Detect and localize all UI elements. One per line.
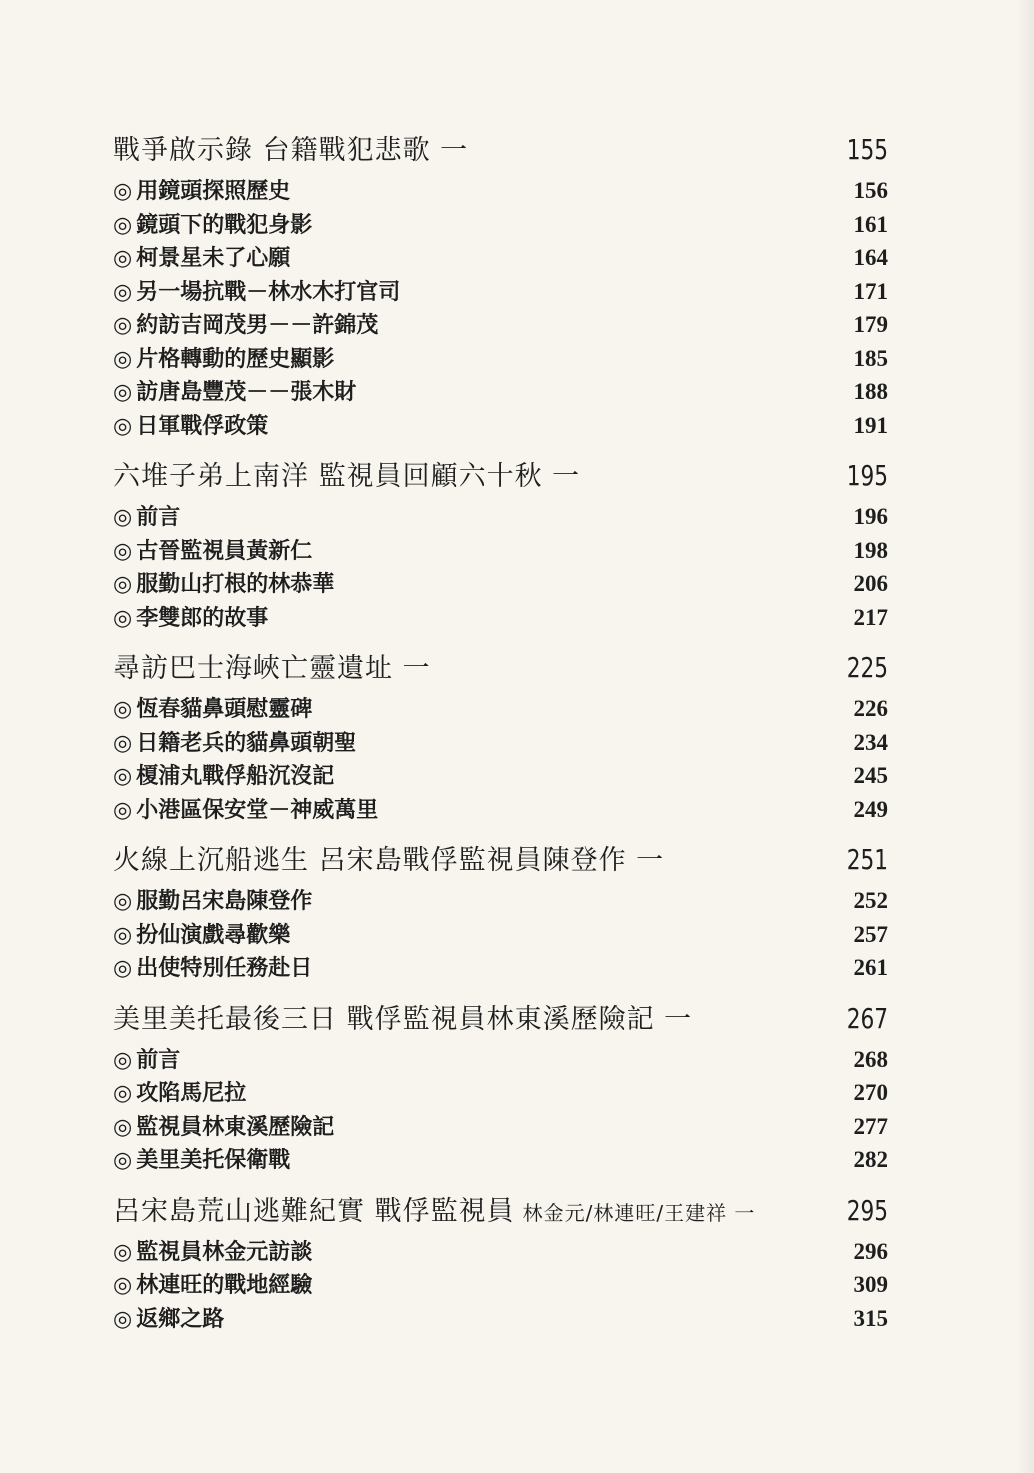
subsection-list xyxy=(113,692,888,826)
chapter-page-number: 155 xyxy=(846,133,888,166)
subsection-label: 約訪吉岡茂男－－許錦茂 xyxy=(136,312,379,338)
bullet-icon: ◎ xyxy=(113,179,133,204)
bullet-icon: ◎ xyxy=(113,889,133,914)
toc-section xyxy=(113,644,888,826)
subsection-title xyxy=(113,343,334,377)
subsection-label: 扮仙演戲尋歡樂 xyxy=(136,921,291,948)
subsection-title xyxy=(113,376,356,410)
subsection-row[interactable] xyxy=(113,759,888,793)
chapter-title: 戰爭啟示錄 台籍戰犯悲歌 一 xyxy=(113,135,469,166)
subsection-row[interactable] xyxy=(113,174,888,208)
subsection-label: 服勤呂宋島陳登作 xyxy=(136,888,313,914)
subsection-label: 小港區保安堂－神威萬里 xyxy=(136,796,379,823)
subsection-row[interactable] xyxy=(113,884,888,918)
bullet-icon: ◎ xyxy=(113,1148,133,1173)
subsection-title xyxy=(113,1144,290,1178)
subsection-page-number: 309 xyxy=(853,1272,888,1297)
subsection-row[interactable] xyxy=(113,726,888,760)
subsection-label: 日軍戰俘政策 xyxy=(136,412,269,439)
chapter-row[interactable] xyxy=(113,452,888,500)
chapter-page-number: 195 xyxy=(846,459,888,492)
bullet-icon: ◎ xyxy=(113,505,133,530)
bullet-icon: ◎ xyxy=(113,538,133,564)
subsection-title xyxy=(113,1236,312,1270)
subsection-page-number: 171 xyxy=(853,278,888,304)
subsection-page-number: 217 xyxy=(853,604,888,630)
subsection-label: 美里美托保衛戰 xyxy=(136,1147,291,1173)
subsection-page-number: 198 xyxy=(853,537,888,563)
subsection-row[interactable] xyxy=(113,534,888,568)
subsection-title xyxy=(113,1044,180,1078)
subsection-page-number: 268 xyxy=(853,1046,888,1072)
subsection-row[interactable] xyxy=(113,1302,888,1336)
bullet-icon: ◎ xyxy=(113,212,133,238)
subsection-title xyxy=(113,309,378,343)
subsection-label: 鏡頭下的戰犯身影 xyxy=(136,211,313,238)
chapter-title: 美里美托最後三日 戰俘監視員林東溪歷險記 一 xyxy=(113,1003,693,1035)
bullet-icon: ◎ xyxy=(113,1047,133,1073)
bullet-icon: ◎ xyxy=(113,1273,133,1298)
chapter-page-number: 267 xyxy=(846,1001,888,1035)
subsection-row[interactable] xyxy=(113,567,888,601)
subsection-row[interactable] xyxy=(113,951,888,985)
subsection-title xyxy=(113,952,312,986)
bullet-icon: ◎ xyxy=(113,572,133,597)
subsection-page-number: 245 xyxy=(853,763,888,788)
subsection-list xyxy=(113,884,888,985)
subsection-title xyxy=(113,1303,224,1337)
toc-section xyxy=(113,126,888,442)
chapter-row[interactable] xyxy=(113,1187,888,1235)
bullet-icon: ◎ xyxy=(113,697,133,722)
subsection-row[interactable] xyxy=(113,1043,888,1077)
subsection-page-number: 191 xyxy=(853,412,888,438)
chapter-page-number: 295 xyxy=(846,1193,888,1227)
toc-section xyxy=(113,995,888,1177)
subsection-row[interactable] xyxy=(113,308,888,342)
subsection-title xyxy=(113,1077,246,1111)
subsection-title xyxy=(113,1269,312,1303)
subsection-label: 前言 xyxy=(136,1046,181,1073)
subsection-title xyxy=(113,242,290,276)
subsection-page-number: 226 xyxy=(853,696,888,721)
subsection-row[interactable] xyxy=(113,793,888,827)
subsection-page-number: 185 xyxy=(853,345,888,371)
toc-section xyxy=(113,452,888,634)
subsection-label: 出使特別任務赴日 xyxy=(136,955,313,981)
section-gap xyxy=(113,442,888,452)
subsection-title xyxy=(113,727,356,761)
subsection-label: 片格轉動的歷史顯影 xyxy=(136,345,335,372)
subsection-row[interactable] xyxy=(113,1076,888,1110)
bullet-icon: ◎ xyxy=(113,380,133,405)
chapter-title: 火線上沉船逃生 呂宋島戰俘監視員陳登作 一 xyxy=(113,845,665,876)
subsection-row[interactable] xyxy=(113,918,888,952)
subsection-title xyxy=(113,602,268,636)
chapter-title: 尋訪巴士海峽亡靈遺址 一 xyxy=(113,653,431,684)
subsection-row[interactable] xyxy=(113,409,888,443)
chapter-page-number: 225 xyxy=(846,651,888,684)
table-of-contents xyxy=(113,126,888,1335)
subsection-label: 日籍老兵的貓鼻頭朝聖 xyxy=(136,729,357,756)
subsection-page-number: 261 xyxy=(853,955,888,980)
bullet-icon: ◎ xyxy=(113,922,133,948)
bullet-icon: ◎ xyxy=(113,346,133,372)
subsection-list xyxy=(113,1043,888,1177)
subsection-page-number: 206 xyxy=(853,571,888,596)
subsection-label: 監視員林金元訪談 xyxy=(136,1238,313,1265)
subsection-row[interactable] xyxy=(113,241,888,275)
bullet-icon: ◎ xyxy=(113,1239,133,1265)
chapter-row[interactable] xyxy=(113,644,888,692)
bullet-icon: ◎ xyxy=(113,797,133,823)
subsection-title xyxy=(113,568,334,602)
toc-section xyxy=(113,1187,888,1336)
subsection-row[interactable] xyxy=(113,375,888,409)
chapter-page-number: 251 xyxy=(846,843,888,876)
subsection-title xyxy=(113,175,290,209)
chapter-title xyxy=(113,1188,755,1237)
subsection-label: 林連旺的戰地經驗 xyxy=(136,1272,313,1298)
bullet-icon: ◎ xyxy=(113,1114,133,1140)
subsection-page-number: 234 xyxy=(853,729,888,755)
subsection-title xyxy=(113,276,400,310)
subsection-page-number: 282 xyxy=(853,1147,888,1172)
subsection-page-number: 164 xyxy=(853,245,888,270)
page-edge-shadow xyxy=(1016,0,1034,1473)
subsection-label: 監視員林東溪歷險記 xyxy=(136,1113,335,1140)
chapter-title-main: 呂宋島荒山逃難紀實 戰俘監視員 xyxy=(113,1195,515,1227)
subsection-title xyxy=(113,410,268,444)
subsection-row[interactable] xyxy=(113,1110,888,1144)
subsection-row[interactable] xyxy=(113,601,888,635)
chapter-row[interactable] xyxy=(113,995,888,1043)
chapter-row[interactable] xyxy=(113,836,888,884)
subsection-title xyxy=(113,1111,334,1145)
subsection-row[interactable] xyxy=(113,342,888,376)
subsection-list xyxy=(113,174,888,442)
toc-section xyxy=(113,836,888,985)
subsection-row[interactable] xyxy=(113,1235,888,1269)
chapter-title-interviewees: 林金元/林連旺/王建祥 一 xyxy=(522,1200,756,1225)
subsection-page-number: 257 xyxy=(853,921,888,947)
subsection-title xyxy=(113,794,378,828)
subsection-page-number: 249 xyxy=(853,796,888,822)
subsection-label: 古晉監視員黃新仁 xyxy=(136,537,313,564)
subsection-label: 用鏡頭探照歷史 xyxy=(136,178,291,204)
subsection-page-number: 179 xyxy=(853,312,888,337)
bullet-icon: ◎ xyxy=(113,313,133,338)
subsection-row[interactable] xyxy=(113,208,888,242)
subsection-label: 柯景星未了心願 xyxy=(136,245,291,271)
subsection-page-number: 277 xyxy=(853,1113,888,1139)
section-gap xyxy=(113,1177,888,1187)
subsection-row[interactable] xyxy=(113,500,888,534)
bullet-icon: ◎ xyxy=(113,605,133,631)
chapter-title: 六堆子弟上南洋 監視員回顧六十秋 一 xyxy=(113,461,581,492)
subsection-title xyxy=(113,693,312,727)
subsection-row[interactable] xyxy=(113,1143,888,1177)
bullet-icon: ◎ xyxy=(113,413,133,439)
subsection-list xyxy=(113,500,888,634)
subsection-label: 服勤山打根的林恭華 xyxy=(136,571,335,597)
bullet-icon: ◎ xyxy=(113,730,133,756)
subsection-title xyxy=(113,919,290,953)
subsection-page-number: 188 xyxy=(853,379,888,404)
subsection-label: 攻陷馬尼拉 xyxy=(136,1080,247,1106)
subsection-label: 榎浦丸戰俘船沉沒記 xyxy=(136,763,335,789)
subsection-page-number: 315 xyxy=(853,1305,888,1331)
subsection-label: 另一場抗戰－林水木打官司 xyxy=(136,278,401,305)
subsection-title xyxy=(113,501,180,535)
subsection-row[interactable] xyxy=(113,275,888,309)
subsection-page-number: 270 xyxy=(853,1080,888,1105)
bullet-icon: ◎ xyxy=(113,764,133,789)
subsection-title xyxy=(113,885,312,919)
section-gap xyxy=(113,634,888,644)
subsection-title xyxy=(113,535,312,569)
subsection-title xyxy=(113,760,334,794)
subsection-page-number: 161 xyxy=(853,211,888,237)
subsection-label: 恆春貓鼻頭慰靈碑 xyxy=(136,696,313,722)
bullet-icon: ◎ xyxy=(113,1306,133,1332)
subsection-list xyxy=(113,1235,888,1336)
subsection-page-number: 296 xyxy=(853,1238,888,1264)
subsection-page-number: 156 xyxy=(853,178,888,203)
subsection-page-number: 252 xyxy=(853,888,888,913)
subsection-label: 前言 xyxy=(136,504,181,530)
bullet-icon: ◎ xyxy=(113,246,133,271)
section-gap xyxy=(113,826,888,836)
subsection-title xyxy=(113,209,312,243)
subsection-page-number: 196 xyxy=(853,504,888,529)
subsection-label: 李雙郎的故事 xyxy=(136,604,269,631)
subsection-label: 訪唐島豐茂－－張木財 xyxy=(136,379,357,405)
bullet-icon: ◎ xyxy=(113,956,133,981)
subsection-row[interactable] xyxy=(113,1268,888,1302)
bullet-icon: ◎ xyxy=(113,279,133,305)
subsection-label: 返鄉之路 xyxy=(136,1305,225,1332)
chapter-row[interactable] xyxy=(113,126,888,174)
subsection-row[interactable] xyxy=(113,692,888,726)
bullet-icon: ◎ xyxy=(113,1081,133,1106)
section-gap xyxy=(113,985,888,995)
